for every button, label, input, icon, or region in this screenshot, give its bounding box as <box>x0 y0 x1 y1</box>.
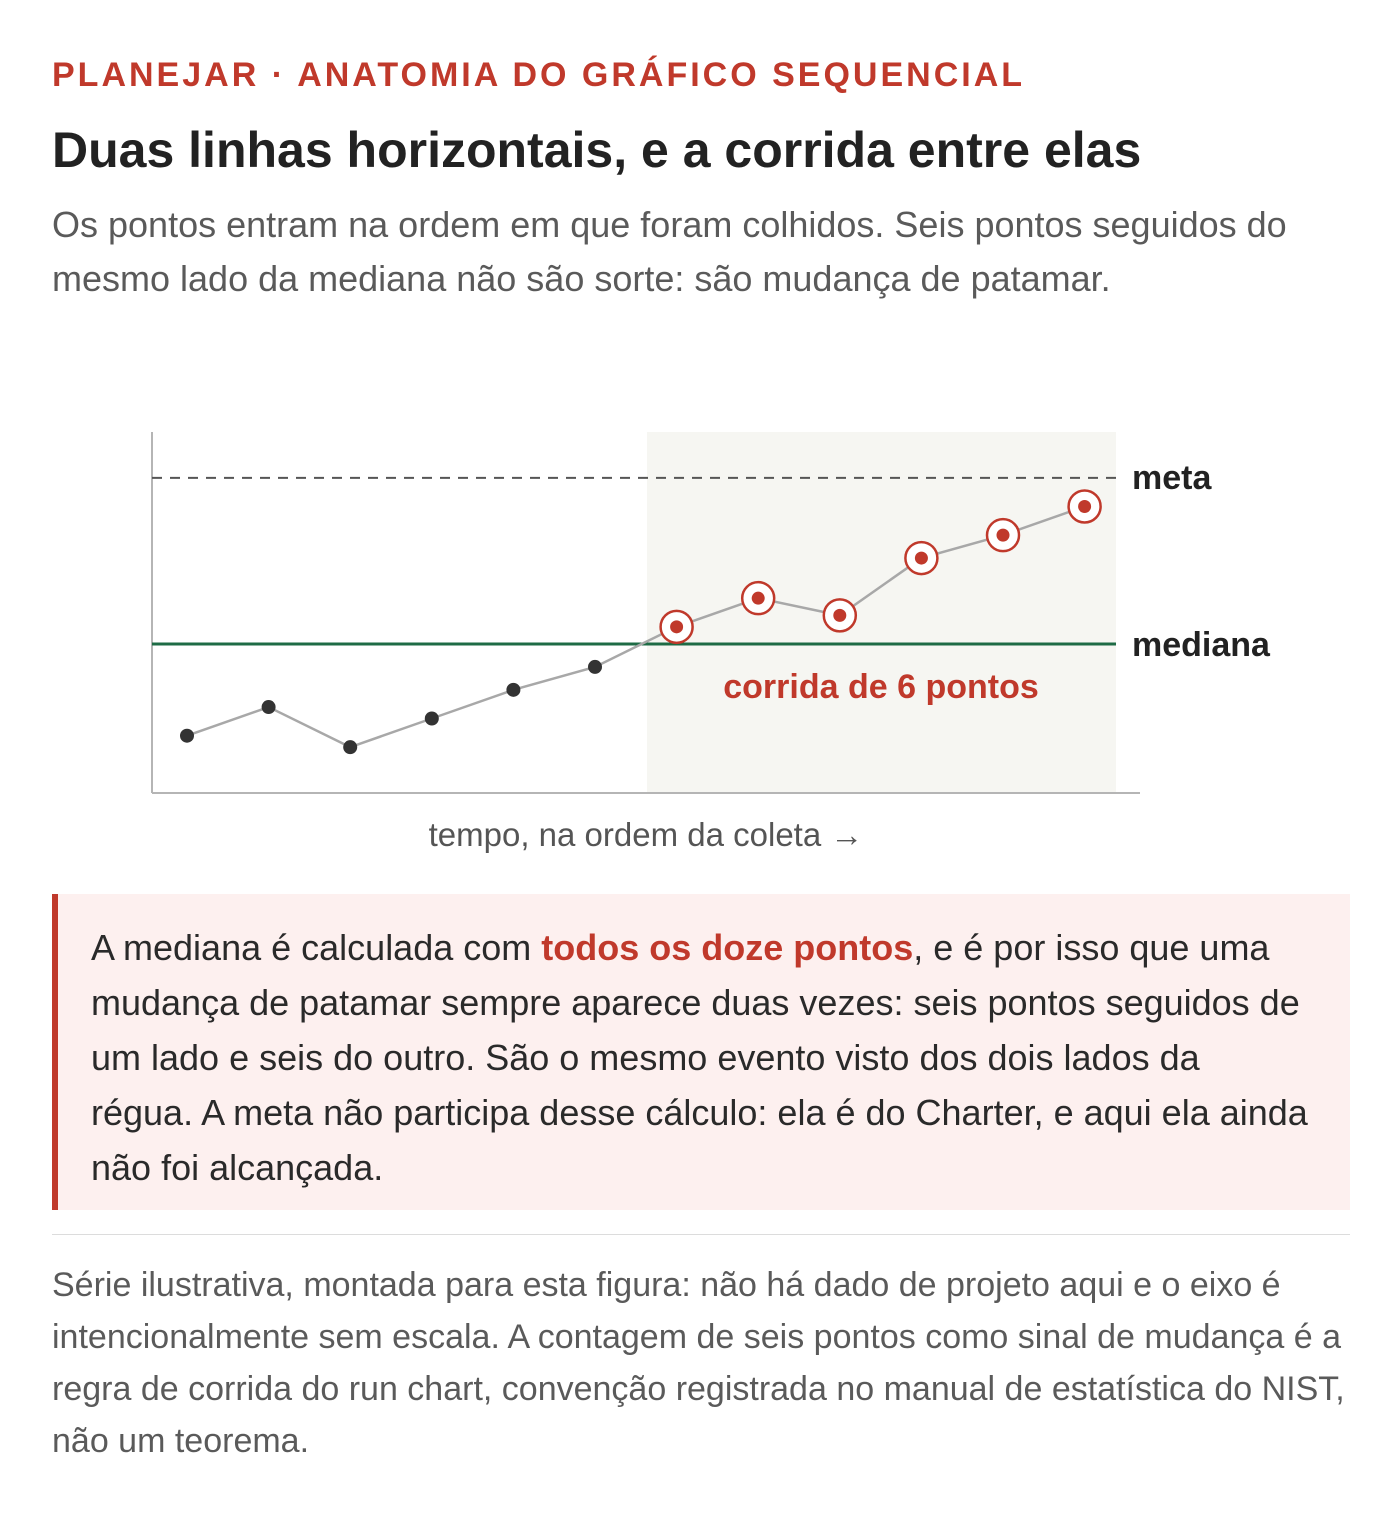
section-kicker: PLANEJAR · ANATOMIA DO GRÁFICO SEQUENCIAL <box>52 56 1026 94</box>
callout-text-before: A mediana é calculada com <box>91 927 542 968</box>
meta-label: meta <box>1132 458 1212 497</box>
lede-text: Os pontos entram na ordem em que foram colhidos. Seis pontos seguidos do mesmo lado da mediana não são sorte: são mudança de patamar. <box>52 204 1287 299</box>
data-point <box>588 660 602 674</box>
data-point-highlighted <box>670 620 683 633</box>
callout-highlight: todos os doze pontos <box>541 927 914 968</box>
x-axis-label: tempo, na ordem da coleta → <box>428 816 864 853</box>
data-point-highlighted <box>997 529 1010 542</box>
callout-box <box>52 894 1350 1210</box>
divider <box>52 1234 1350 1235</box>
data-point <box>425 712 439 726</box>
data-point-highlighted <box>752 592 765 605</box>
data-point-highlighted <box>1078 500 1091 513</box>
data-point <box>262 700 276 714</box>
footnote: Série ilustrativa, montada para esta figura: não há dado de projeto aqui e o eixo é intencionalmente sem escala. A contagem de seis pontos como sinal de mudança é a regra de corrida do run chart, convenção registrada no manual de estatística do NIST, não um teorema. <box>52 1266 1345 1460</box>
run-chart <box>0 420 1400 860</box>
data-point <box>343 740 357 754</box>
data-point-highlighted <box>833 609 846 622</box>
page-title: Duas linhas horizontais, e a corrida entre elas <box>52 122 1142 178</box>
callout-text-after: , e é por isso que uma mudança de patamar sempre aparece duas vezes: seis pontos seguidos de um lado e seis do outro. São o mesmo evento visto dos dois lados da régua. A meta não participa desse cálculo: ela é do Charter, e aqui ela ainda não foi alcançada. <box>91 927 1308 1188</box>
data-point-highlighted <box>915 552 928 565</box>
data-point <box>506 683 520 697</box>
run-annotation: corrida de 6 pontos <box>723 668 1039 707</box>
median-label: mediana <box>1132 626 1270 665</box>
data-point <box>180 729 194 743</box>
